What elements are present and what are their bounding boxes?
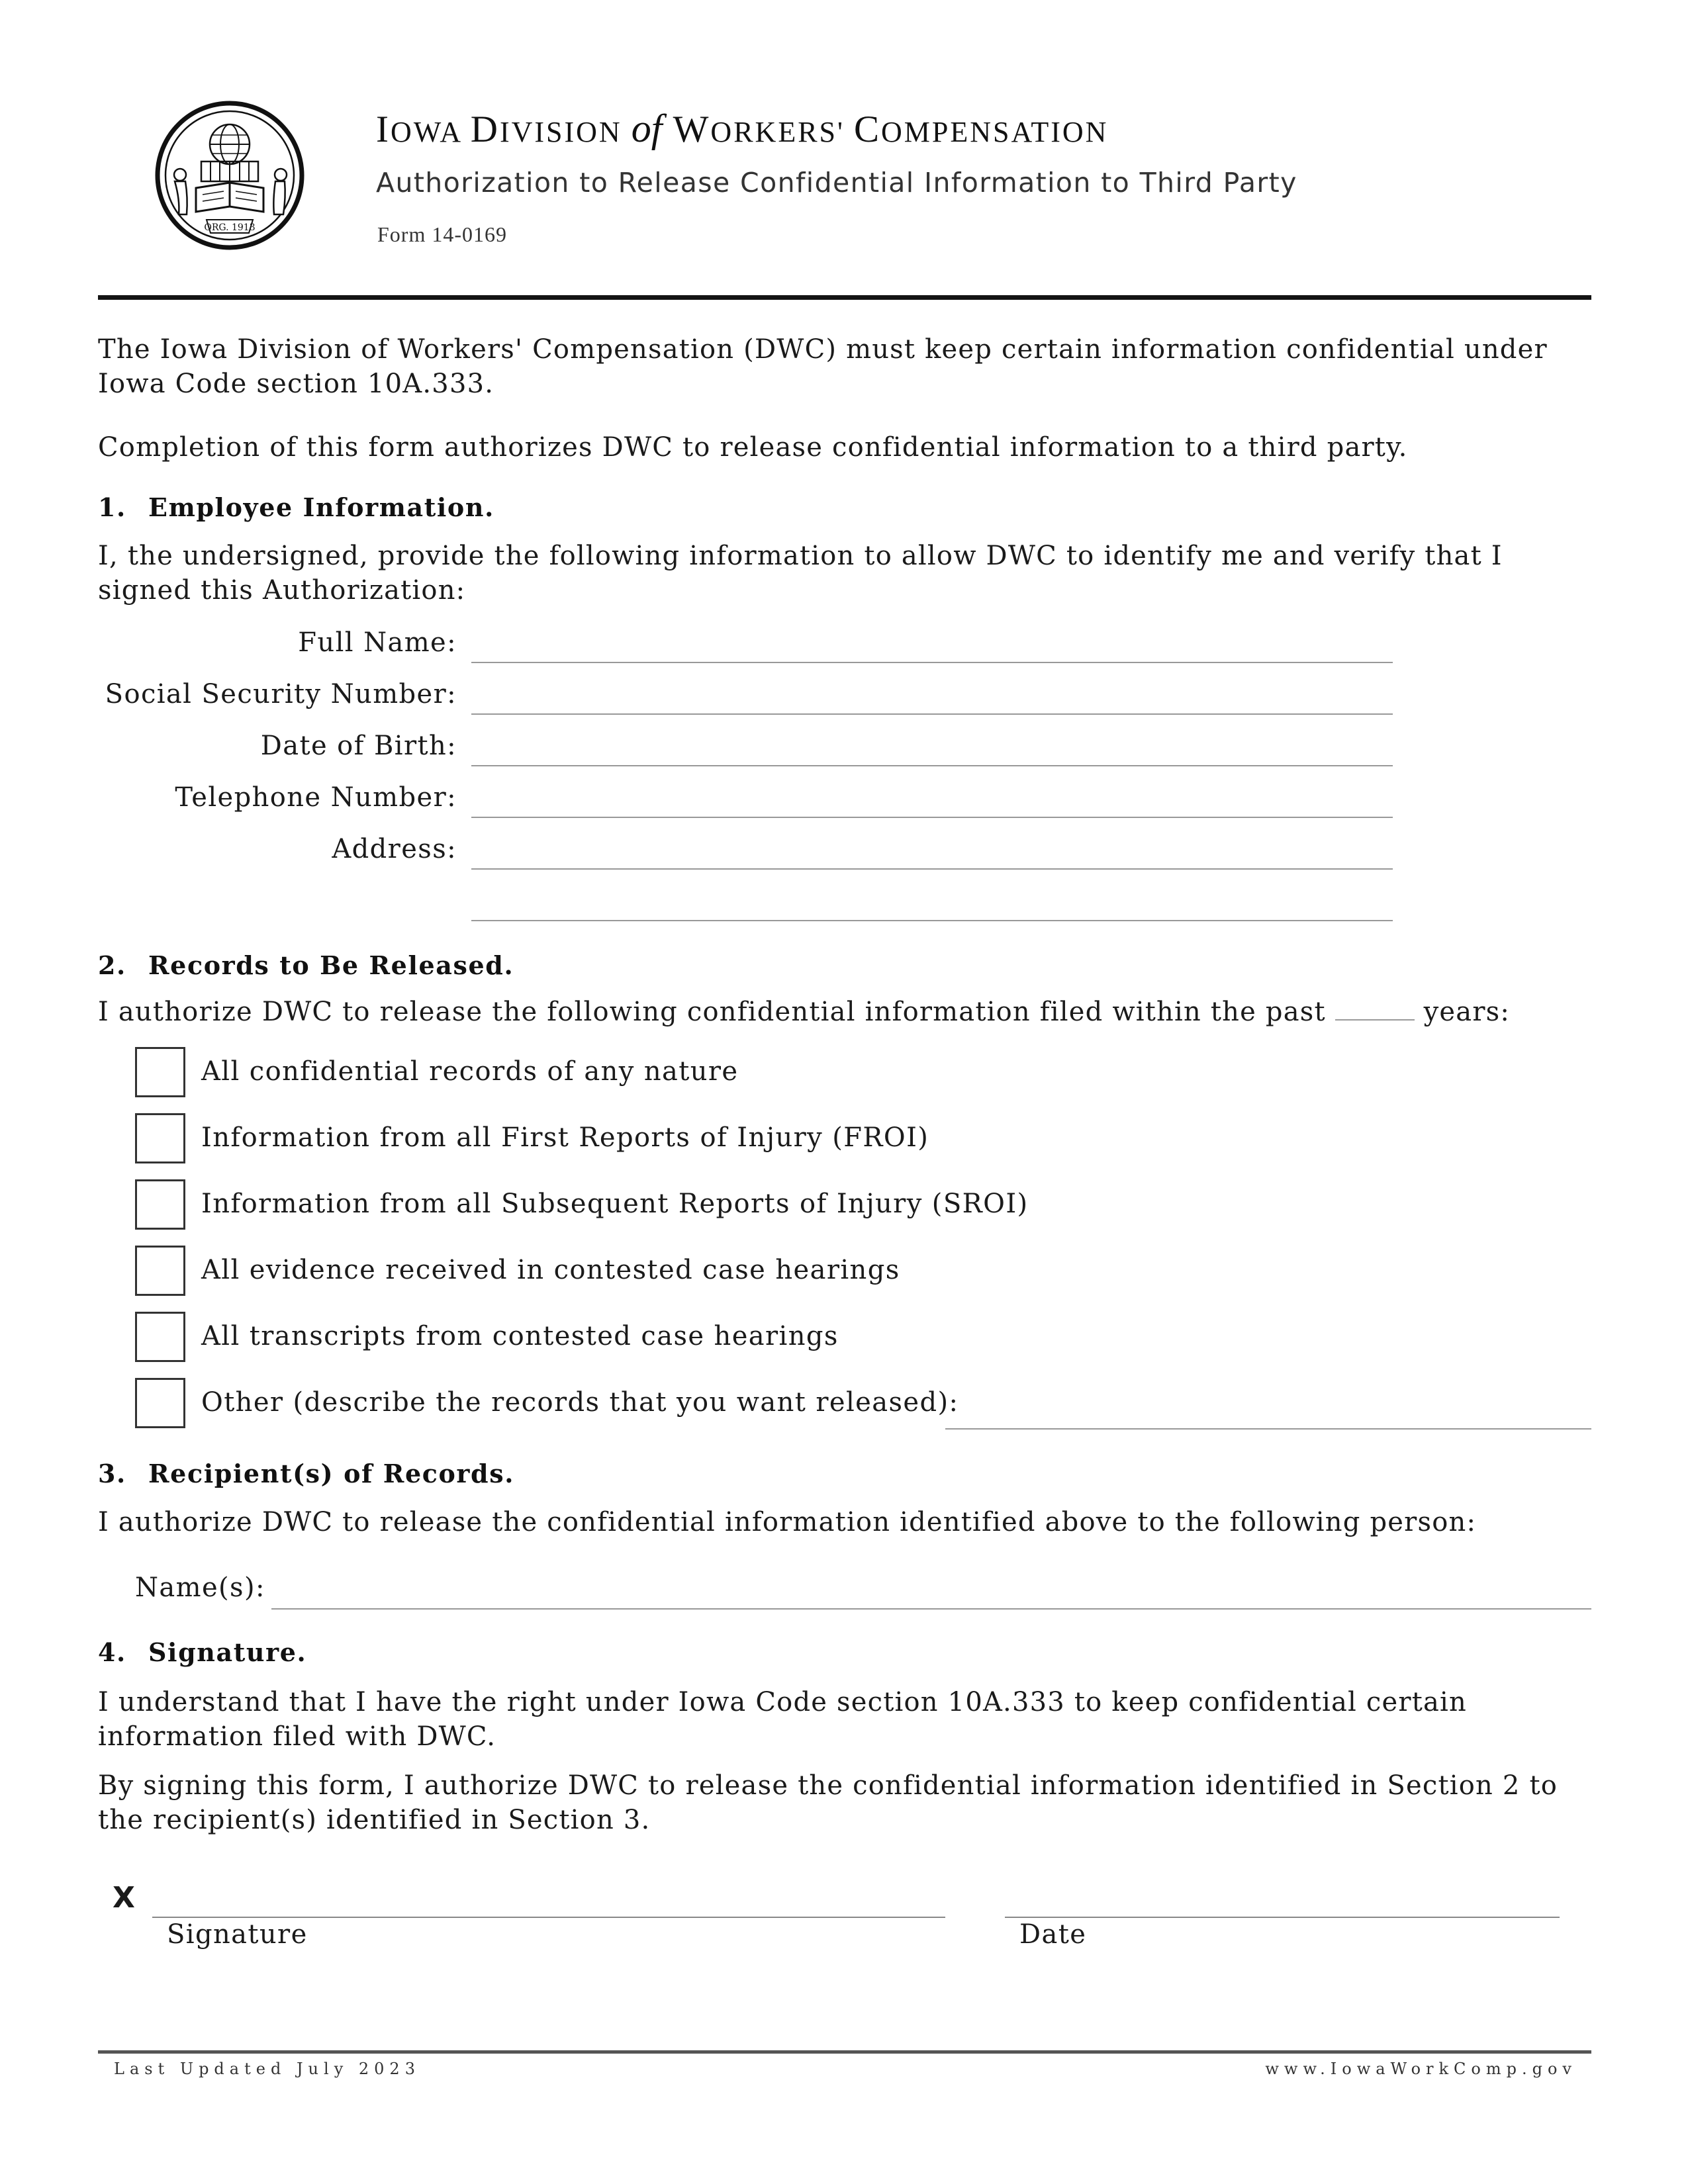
section-2-heading: 2. Records to Be Released. (98, 950, 514, 980)
checkbox-froi[interactable] (135, 1113, 185, 1163)
recipient-name-field[interactable] (271, 1608, 1591, 1610)
signature-x-mark: X (113, 1881, 135, 1915)
section-3-heading: 3. Recipient(s) of Records. (98, 1459, 515, 1488)
intro-paragraph-1: The Iowa Division of Workers' Compensation (DWC) must keep certain information confidential under Iowa Code section 10A.333. (98, 334, 1548, 399)
option-label-sroi: Information from all Subsequent Reports of Injury (SROI) (201, 1189, 1029, 1219)
years-input[interactable] (1335, 997, 1415, 1021)
full-name-label: Full Name: (298, 627, 457, 658)
section-3-text: I authorize DWC to release the confidential information identified above to the following person: (98, 1507, 1477, 1537)
ssn-label: Social Security Number: (105, 679, 457, 709)
years-text-after: years: (1423, 997, 1511, 1027)
telephone-label: Telephone Number: (175, 782, 457, 813)
svg-text:ORG. 1913: ORG. 1913 (204, 222, 256, 233)
section-1-text: I, the undersigned, provide the following information to allow DWC to identify me and verify that I signed this Authorization: (98, 541, 1503, 606)
section-1-heading: 1. Employee Information. (98, 492, 494, 522)
option-label-froi: Information from all First Reports of Injury (FROI) (201, 1122, 929, 1153)
telephone-field[interactable] (471, 817, 1393, 818)
date-label: Date (1019, 1919, 1087, 1950)
section-4-paragraph-1: I understand that I have the right under Iowa Code section 10A.333 to keep confidential certain information filed with DWC. (98, 1687, 1467, 1752)
other-description-field[interactable] (945, 1428, 1591, 1430)
checkbox-evidence[interactable] (135, 1246, 185, 1296)
date-field[interactable] (1005, 1917, 1560, 1918)
full-name-field[interactable] (471, 662, 1393, 663)
section-4-paragraph-2: By signing this form, I authorize DWC to release the confidential information identified in Section 2 to the recipient(s) identified in Section 3. (98, 1770, 1558, 1835)
recipient-name-label: Name(s): (135, 1572, 265, 1603)
form-number: Form 14-0169 (377, 222, 507, 246)
ssn-field[interactable] (471, 713, 1393, 715)
checkbox-all-confidential[interactable] (135, 1047, 185, 1097)
signature-field[interactable] (152, 1917, 945, 1918)
option-label-evidence: All evidence received in contested case hearings (201, 1255, 900, 1285)
address-field-line-2[interactable] (471, 920, 1393, 921)
years-text-before: I authorize DWC to release the following confidential information filed within the past (98, 997, 1326, 1027)
option-label-all-confidential: All confidential records of any nature (201, 1056, 739, 1087)
checkbox-sroi[interactable] (135, 1179, 185, 1230)
checkbox-transcripts[interactable] (135, 1312, 185, 1362)
intro-paragraph-2: Completion of this form authorizes DWC to release confidential information to a third party. (98, 432, 1408, 463)
footer-divider (98, 2050, 1591, 2054)
section-4-heading: 4. Signature. (98, 1637, 307, 1667)
organization-title: IOWA DIVISION of WORKERS' COMPENSATION (376, 107, 1109, 150)
last-updated-text: Last Updated July 2023 (114, 2060, 420, 2078)
signature-label: Signature (167, 1919, 308, 1950)
option-label-transcripts: All transcripts from contested case hearings (201, 1321, 839, 1351)
checkbox-other[interactable] (135, 1378, 185, 1428)
dwc-seal-logo (155, 101, 305, 250)
dob-field[interactable] (471, 765, 1393, 766)
address-label: Address: (332, 834, 457, 864)
website-url: www.IowaWorkComp.gov (1265, 2060, 1577, 2078)
header-divider (98, 295, 1591, 300)
dob-label: Date of Birth: (260, 731, 457, 761)
form-title: Authorization to Release Confidential Information to Third Party (376, 167, 1297, 199)
address-field-line-1[interactable] (471, 868, 1393, 870)
option-label-other: Other (describe the records that you want released): (201, 1387, 959, 1418)
section-2-text (98, 997, 1510, 1027)
